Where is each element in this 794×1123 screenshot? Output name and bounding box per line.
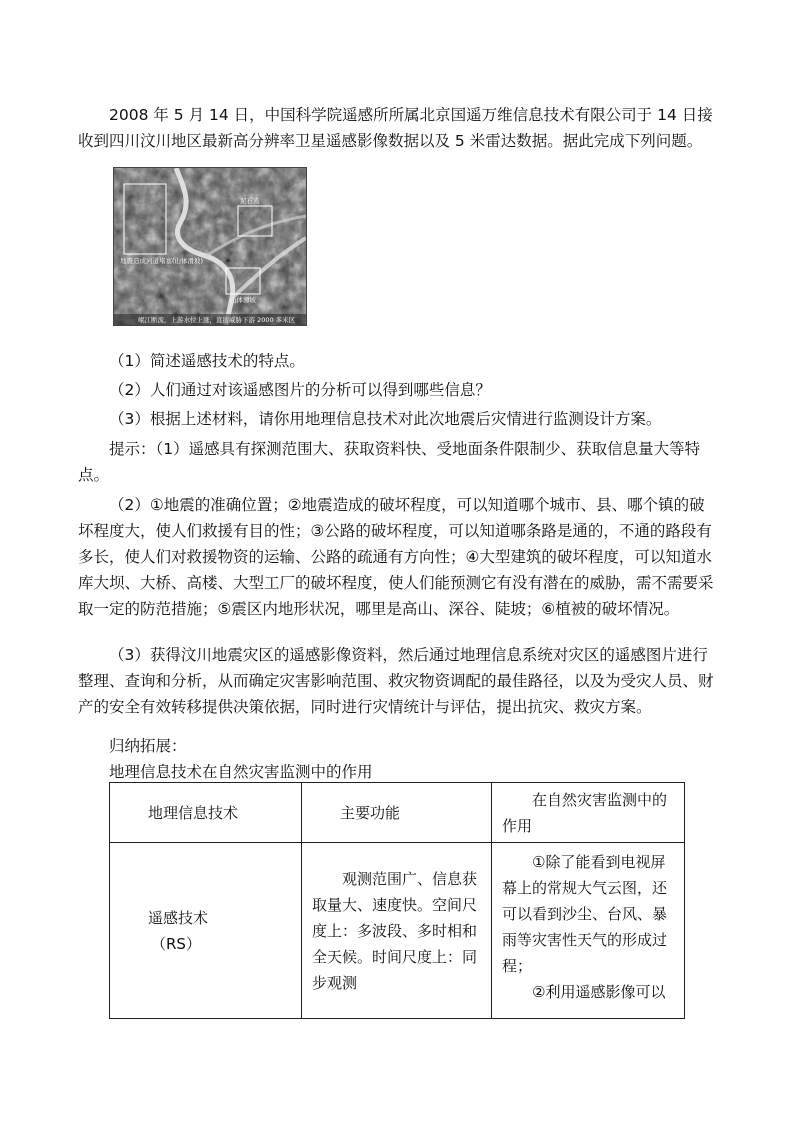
remote-sensing-image [113, 167, 307, 326]
header-role-in-monitoring: 在自然灾害监测中的作用 [492, 783, 685, 843]
answer-3-paragraph: （3）获得汶川地震灾区的遥感影像资料，然后通过地理信息系统对灾区的遥感图片进行整理、查询和分析，从而确定灾害影响范围、救灾物资调配的最佳路径，以及为受灾人员、财产的安全有效转移提供决策依据，同时进行灾情统计与评估，提出抗灾、救灾方案。 [78, 646, 714, 716]
label-landslide: 山体滑坡 [230, 296, 256, 304]
answer-2-paragraph: （2）①地震的准确位置；②地震造成的破坏程度，可以知道哪个城市、县、哪个镇的破坏程度大，使人们救援有目的性；③公路的破坏程度，可以知道哪条路是通的，不通的路段有多长，使人们对救援物资的运输、公路的疏通有方向性；④大型建筑的破坏程度，可以知道水库大坝、大桥、高楼、大型工厂的破坏程度，使人们能预测它有没有潜在的威胁，需不需要采取一定的防范措施；⑤震区内地形状况，哪里是高山、深谷、陡坡；⑥植被的破坏情况。 [78, 496, 714, 618]
gis-function-table [109, 782, 685, 1019]
label-river-blocked: 地震造成河道堵塞(山体滑坡) [120, 257, 204, 265]
question-1: （1）简述遥感技术的特点。 [109, 352, 305, 370]
header-technology: 地理信息技术 [110, 783, 302, 843]
question-3: （3）根据上述材料，请你用地理信息技术对此次地震后灾情进行监测设计方案。 [109, 410, 662, 428]
role-text-1: ①除了能看到电视屏幕上的常规大气云图，还可以看到沙尘、台风、暴雨等灾害性天气的形成过程； [502, 853, 668, 975]
cell-role [492, 843, 685, 1019]
table-header-row [110, 783, 685, 843]
question-2: （2）人们通过对该遥感图片的分析可以得到哪些信息？ [109, 381, 491, 399]
summary-label: 归纳拓展： [109, 737, 187, 755]
technology-abbr: （RS） [151, 934, 201, 953]
hint-paragraph: 提示：（1）遥感具有探测范围大、获取资料快、受地面条件限制少、获取信息量大等特点。 [78, 440, 701, 484]
satellite-imagery [114, 168, 306, 325]
cell-technology [110, 843, 302, 1019]
header-main-function: 主要功能 [302, 783, 492, 843]
table-row [110, 843, 685, 1019]
cell-main-function [302, 843, 492, 1019]
intro-paragraph: 2008 年 5 月 14 日，中国科学院遥感所所属北京国遥万维信息技术有限公司于 14 日接收到四川汶川地区最新高分辨率卫星遥感影像数据以及 5 米雷达数据。据此完成下列问题。 [78, 106, 713, 150]
technology-name: 遥感技术 [148, 908, 209, 927]
label-debris-flow: 泥石流 [240, 197, 260, 205]
main-function-text: 观测范围广、信息获取量大、速度快。空间尺度上：多波段、多时相和全天候。时间尺度上：同步观测 [312, 869, 478, 992]
table-title: 地理信息技术在自然灾害监测中的作用 [109, 763, 373, 781]
figure-caption: 岷江断流，上游水位上涨，直接威胁下游 2000 多米区 [138, 316, 296, 324]
role-text-2: ②利用遥感影像可以 [532, 983, 666, 1001]
